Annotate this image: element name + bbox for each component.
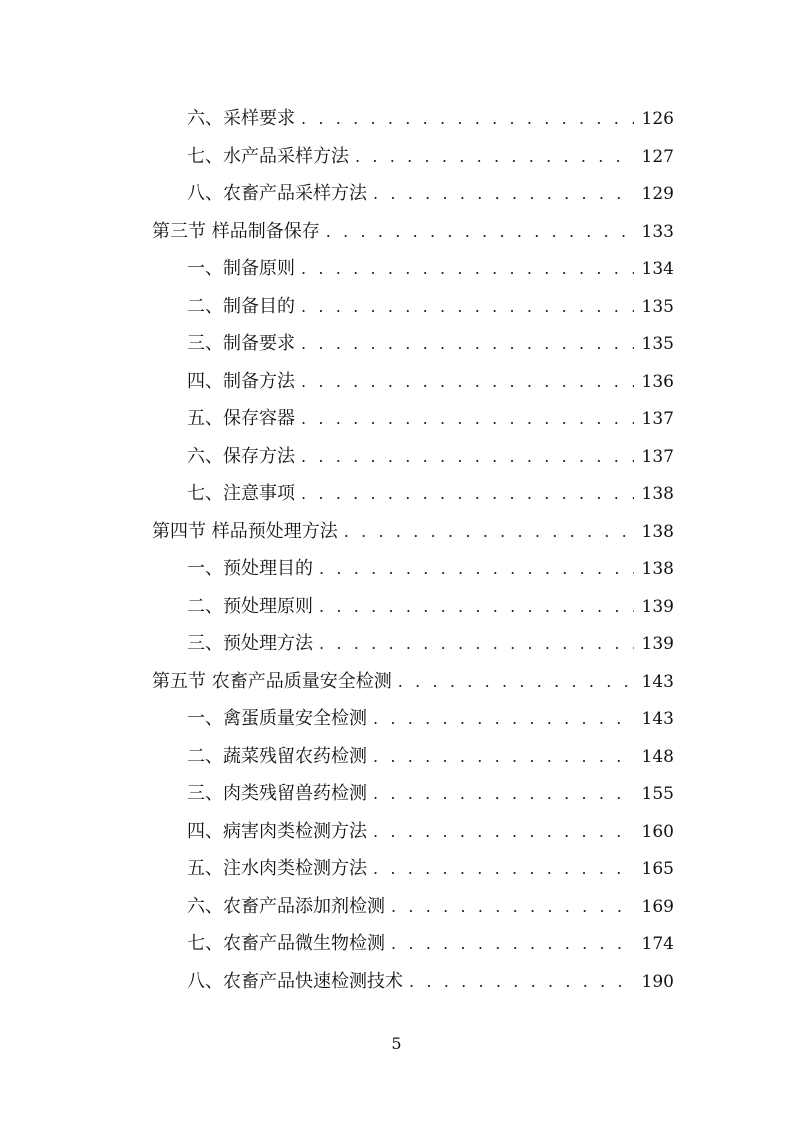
toc-dot-leader [301,288,634,326]
toc-dot-leader [373,850,634,888]
toc-entry-page-number: 133 [641,221,674,242]
toc-entry-page-number: 136 [641,371,674,392]
toc-dot-leader [301,475,634,513]
toc-subsection-entry [152,738,674,776]
toc-subsection-entry [152,475,674,513]
toc-entry-title: 三、制备要求 [187,333,295,354]
toc-entry-title: 二、制备目的 [187,295,295,317]
toc-entry-title: 四、病害肉类检测方法 [187,820,367,842]
toc-dot-leader [344,513,634,551]
toc-subsection-entry [152,625,674,663]
toc-entry-title: 七、水产品采样方法 [187,145,349,167]
toc-dot-leader [301,400,634,438]
toc-entry-page-number: 143 [641,709,674,729]
toc-subsection-entry [152,363,674,401]
toc-entry-page-number: 139 [641,596,674,617]
toc-entry-page-number: 138 [641,521,674,542]
toc-subsection-entry [152,325,674,363]
toc-subsection-entry [152,175,674,213]
toc-entry-title: 一、制备原则 [187,258,295,279]
toc-subsection-entry [152,963,674,1001]
toc-subsection-entry [152,775,674,813]
toc-entry-page-number: 169 [641,896,674,917]
toc-dot-leader [373,813,634,851]
toc-dot-leader [319,550,634,588]
toc-entry-page-number: 126 [641,109,674,129]
toc-entry-title: 八、农畜产品采样方法 [187,183,367,204]
toc-entry-page-number: 139 [641,634,674,654]
toc-entry-title: 一、禽蛋质量安全检测 [187,708,367,729]
toc-entry-page-number: 174 [641,934,674,954]
page-number: 5 [391,1034,402,1053]
toc-dot-leader [373,700,634,738]
table-of-contents [152,100,674,1000]
toc-entry-title: 三、肉类残留兽药检测 [187,783,367,804]
toc-dot-leader [409,963,634,1001]
toc-dot-leader [301,325,634,363]
toc-dot-leader [398,663,634,701]
toc-entry-page-number: 148 [641,746,674,767]
toc-entry-page-number: 137 [641,409,674,429]
toc-subsection-entry [152,138,674,176]
toc-subsection-entry [152,100,674,138]
toc-entry-title: 七、农畜产品微生物检测 [187,933,385,954]
toc-entry-page-number: 155 [641,784,674,804]
toc-subsection-entry [152,888,674,926]
toc-entry-page-number: 160 [641,821,674,842]
toc-dot-leader [301,438,634,476]
toc-entry-page-number: 165 [641,859,674,879]
toc-entry-title: 第四节 样品预处理方法 [152,520,338,542]
toc-entry-page-number: 137 [641,446,674,467]
toc-entry-title: 五、注水肉类检测方法 [187,858,367,879]
toc-dot-leader [391,925,634,963]
toc-dot-leader [355,138,634,176]
toc-entry-page-number: 143 [641,671,674,692]
toc-entry-title: 七、注意事项 [187,483,295,504]
toc-entry-page-number: 135 [641,334,674,354]
toc-entry-title: 六、保存方法 [187,445,295,467]
toc-dot-leader [373,775,634,813]
toc-entry-page-number: 129 [641,184,674,204]
toc-section-entry [152,513,674,551]
toc-entry-page-number: 190 [641,971,674,992]
toc-subsection-entry [152,288,674,326]
toc-entry-title: 第三节 样品制备保存 [152,220,320,242]
toc-subsection-entry [152,700,674,738]
toc-dot-leader [326,213,634,251]
toc-subsection-entry [152,588,674,626]
toc-dot-leader [373,175,634,213]
toc-subsection-entry [152,925,674,963]
toc-entry-page-number: 127 [641,146,674,167]
toc-entry-title: 四、制备方法 [187,370,295,392]
toc-entry-title: 一、预处理目的 [187,558,313,579]
toc-entry-title: 三、预处理方法 [187,633,313,654]
toc-entry-page-number: 138 [641,559,674,579]
toc-entry-title: 六、农畜产品添加剂检测 [187,895,385,917]
toc-entry-page-number: 138 [641,484,674,504]
toc-entry-title: 第五节 农畜产品质量安全检测 [152,670,392,692]
toc-dot-leader [301,100,634,138]
toc-subsection-entry [152,250,674,288]
toc-entry-title: 二、预处理原则 [187,595,313,617]
toc-subsection-entry [152,438,674,476]
toc-subsection-entry [152,813,674,851]
toc-subsection-entry [152,550,674,588]
toc-dot-leader [301,363,634,401]
toc-dot-leader [319,625,634,663]
toc-subsection-entry [152,400,674,438]
toc-dot-leader [301,250,634,288]
toc-entry-title: 六、采样要求 [187,108,295,129]
toc-section-entry [152,663,674,701]
toc-entry-title: 五、保存容器 [187,408,295,429]
toc-dot-leader [319,588,634,626]
toc-entry-page-number: 134 [641,259,674,279]
toc-section-entry [152,213,674,251]
toc-entry-page-number: 135 [641,296,674,317]
toc-dot-leader [373,738,634,776]
toc-dot-leader [391,888,634,926]
toc-entry-title: 八、农畜产品快速检测技术 [187,970,403,992]
toc-subsection-entry [152,850,674,888]
toc-entry-title: 二、蔬菜残留农药检测 [187,745,367,767]
